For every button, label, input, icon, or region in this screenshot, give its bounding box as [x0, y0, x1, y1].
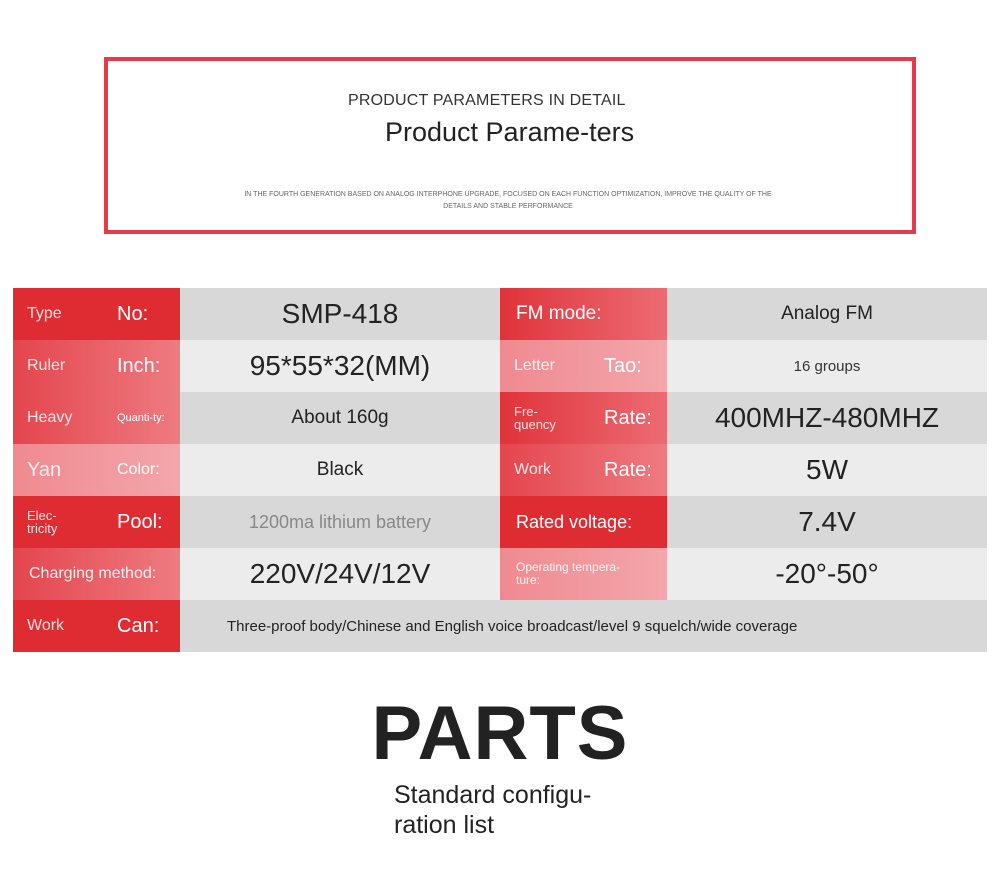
spec-label-a: Heavy	[27, 409, 73, 426]
spec-label-b: Can:	[117, 614, 160, 637]
spec-label-full: Operating tempera-ture:	[516, 560, 621, 587]
spec-label-full: Charging method:	[29, 565, 157, 582]
spec-value: 7.4V	[667, 496, 987, 548]
spec-label-a: Type	[27, 305, 62, 322]
spec-value: 400MHZ-480MHZ	[667, 392, 987, 444]
spec-value: 5W	[667, 444, 987, 496]
table-row	[13, 340, 987, 392]
spec-label	[13, 340, 180, 392]
spec-value: 95*55*32(MM)	[180, 340, 500, 392]
header-title: Product Parame-ters	[385, 117, 635, 147]
spec-label	[13, 548, 180, 600]
spec-value: Black	[180, 444, 500, 496]
spec-label-full: Rated voltage:	[516, 511, 633, 532]
spec-label	[500, 340, 667, 392]
spec-label-b: Color:	[117, 461, 160, 478]
table-row	[13, 288, 987, 340]
header-description: IN THE FOURTH GENERATION BASED ON ANALOG INTERPHONE UPGRADE, FOCUSED ON EACH FUNCTION OPTIMIZATION, IMPROVE THE QUALITY OF THE DETAILS AND STABLE PERFORMANCE	[244, 191, 772, 210]
spec-label-b: Rate:	[604, 406, 652, 429]
spec-value: -20°-50°	[667, 548, 987, 600]
header-eyebrow: PRODUCT PARAMETERS IN DETAIL	[348, 92, 626, 109]
spec-label	[500, 392, 667, 444]
spec-label-a: Work	[27, 617, 65, 634]
spec-table	[13, 288, 987, 652]
spec-label	[13, 288, 180, 340]
spec-label-a: Elec-tricity	[27, 508, 58, 536]
table-row	[13, 444, 987, 496]
spec-label	[500, 496, 667, 548]
spec-label-b: No:	[117, 302, 149, 325]
spec-label	[500, 288, 667, 340]
spec-label-b: Inch:	[117, 354, 161, 377]
spec-label	[500, 444, 667, 496]
spec-label	[13, 496, 180, 548]
spec-value: About 160g	[180, 392, 500, 444]
spec-label	[500, 548, 667, 600]
spec-label	[13, 600, 180, 652]
spec-label-b: Tao:	[604, 354, 642, 377]
spec-label-a: Ruler	[27, 357, 66, 374]
spec-label-a: Yan	[27, 458, 62, 481]
spec-value: Analog FM	[667, 288, 987, 340]
spec-label-full: FM mode:	[516, 303, 602, 324]
parts-subtitle: Standard configu-ration list	[394, 781, 592, 839]
spec-label-a: Letter	[514, 357, 555, 374]
spec-label-b: Pool:	[117, 510, 163, 533]
table-row	[13, 548, 987, 600]
header-frame	[104, 57, 916, 234]
spec-value: 1200ma lithium battery	[180, 496, 500, 548]
spec-value: 220V/24V/12V	[180, 548, 500, 600]
spec-label-a: Fre-quency	[514, 404, 556, 432]
table-row	[13, 496, 987, 548]
spec-label	[13, 444, 180, 496]
table-row	[13, 392, 987, 444]
parts-title: PARTS	[371, 691, 629, 776]
spec-label	[13, 392, 180, 444]
table-row	[13, 600, 987, 652]
spec-label-a: Work	[514, 461, 552, 478]
spec-value: SMP-418	[180, 288, 500, 340]
spec-label-b: Rate:	[604, 458, 652, 481]
spec-value: Three-proof body/Chinese and English voice broadcast/level 9 squelch/wide coverage	[180, 600, 987, 652]
spec-value: 16 groups	[667, 340, 987, 392]
spec-label-b: Quanti-ty:	[117, 411, 165, 424]
